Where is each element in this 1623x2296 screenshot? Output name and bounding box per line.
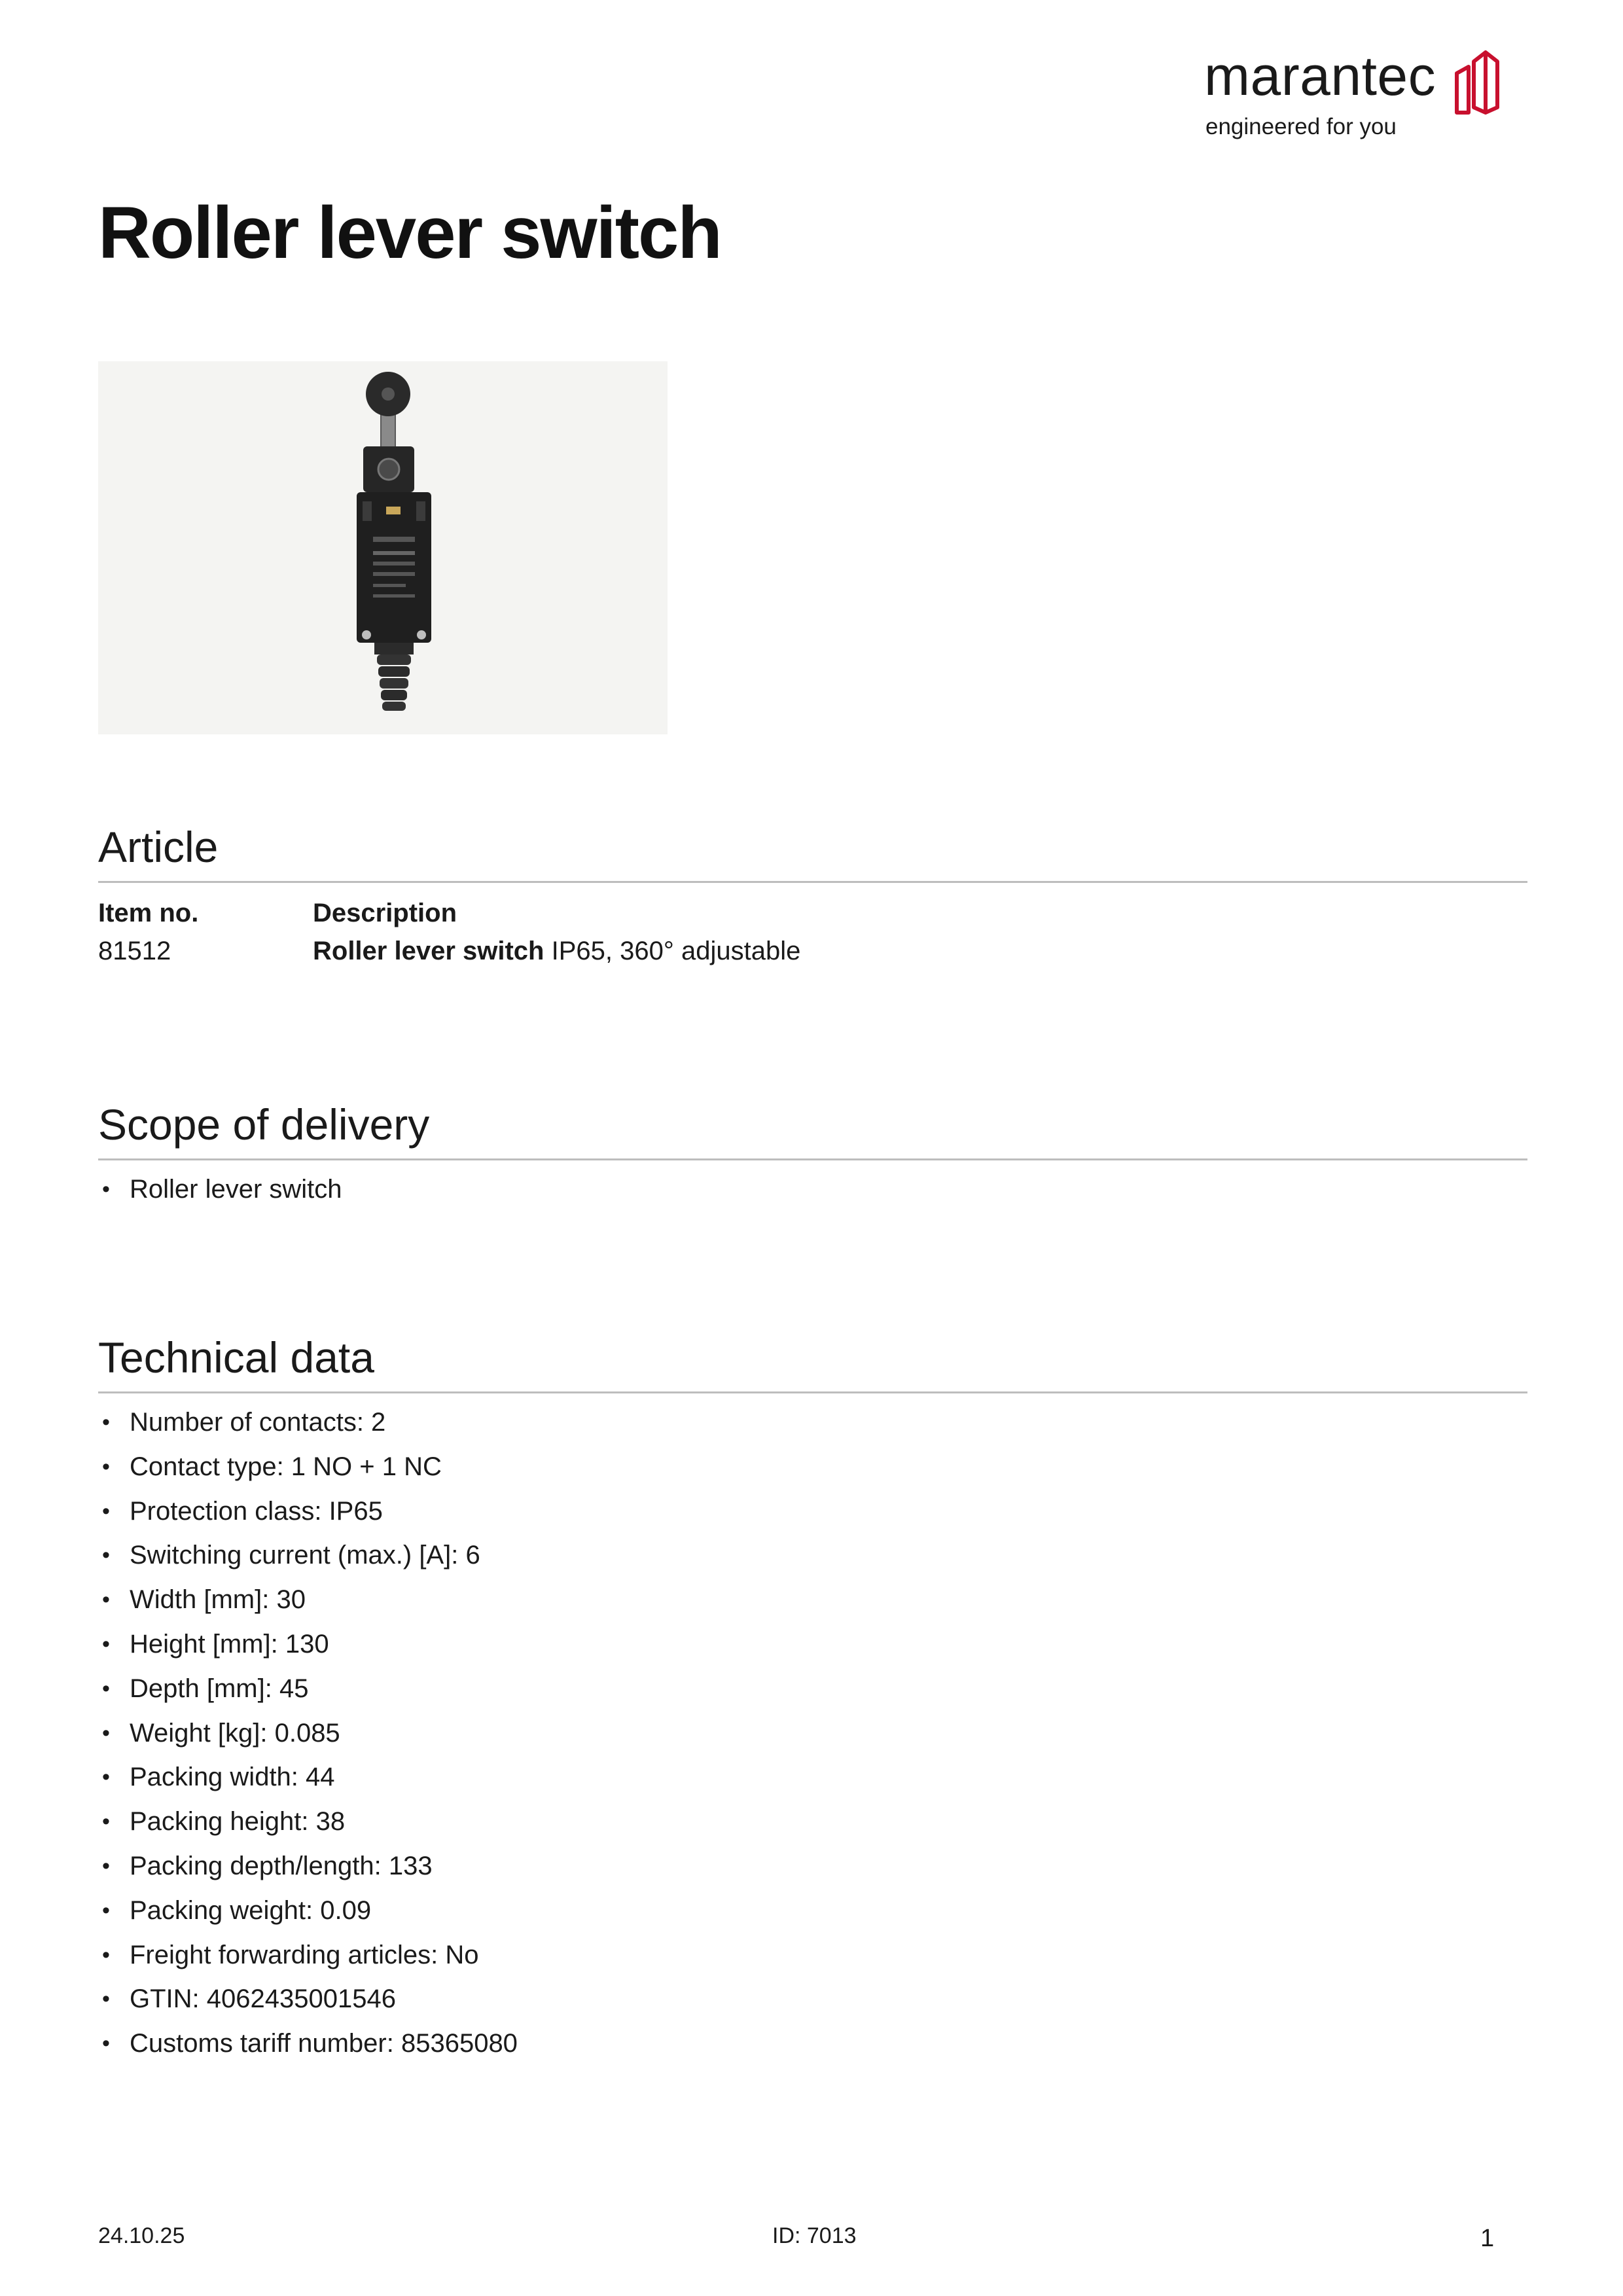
roller-lever-switch-photo (98, 361, 668, 734)
article-divider (98, 881, 1527, 883)
technical-item: • Height [mm]: 130 (98, 1623, 518, 1667)
brand-mark-icon (1454, 47, 1501, 115)
page-title: Roller lever switch (98, 192, 721, 274)
technical-item: • Packing depth/length: 133 (98, 1844, 518, 1889)
technical-item: • Number of contacts: 2 (98, 1401, 518, 1445)
technical-divider (98, 1391, 1527, 1393)
footer-page-number: 1 (1480, 2225, 1495, 2252)
scope-heading: Scope of delivery (98, 1100, 430, 1149)
description-details: IP65, 360° adjustable (544, 937, 801, 965)
footer-document-id: ID: 7013 (772, 2223, 857, 2248)
article-heading: Article (98, 823, 219, 871)
item-no-value: 81512 (98, 937, 171, 965)
technical-item: • Contact type: 1 NO + 1 NC (98, 1445, 518, 1490)
scope-item: • Roller lever switch (98, 1168, 342, 1212)
brand-name: marantec (1204, 45, 1436, 107)
technical-item: • Switching current (max.) [A]: 6 (98, 1534, 518, 1578)
technical-item: • Width [mm]: 30 (98, 1578, 518, 1623)
description-value (313, 935, 800, 967)
technical-item: • Weight [kg]: 0.085 (98, 1712, 518, 1756)
scope-divider (98, 1158, 1527, 1160)
product-image (98, 361, 668, 734)
technical-item: • Packing weight: 0.09 (98, 1889, 518, 1933)
brand-tagline: engineered for you (1205, 114, 1397, 139)
technical-item: • Freight forwarding articles: No (98, 1933, 518, 1978)
technical-heading: Technical data (98, 1333, 374, 1382)
description-product-name: Roller lever switch (313, 937, 544, 965)
technical-item: • Packing height: 38 (98, 1800, 518, 1844)
brand-logo (1204, 43, 1518, 148)
technical-list (98, 1401, 518, 2066)
technical-item: • GTIN: 4062435001546 (98, 1977, 518, 2022)
item-no-header: Item no. (98, 899, 199, 927)
description-header: Description (313, 899, 457, 927)
footer-date: 24.10.25 (98, 2223, 185, 2248)
technical-item: • Depth [mm]: 45 (98, 1667, 518, 1712)
technical-item: • Packing width: 44 (98, 1755, 518, 1800)
technical-item: • Customs tariff number: 85365080 (98, 2022, 518, 2066)
technical-item: • Protection class: IP65 (98, 1490, 518, 1534)
scope-list (98, 1168, 342, 1212)
